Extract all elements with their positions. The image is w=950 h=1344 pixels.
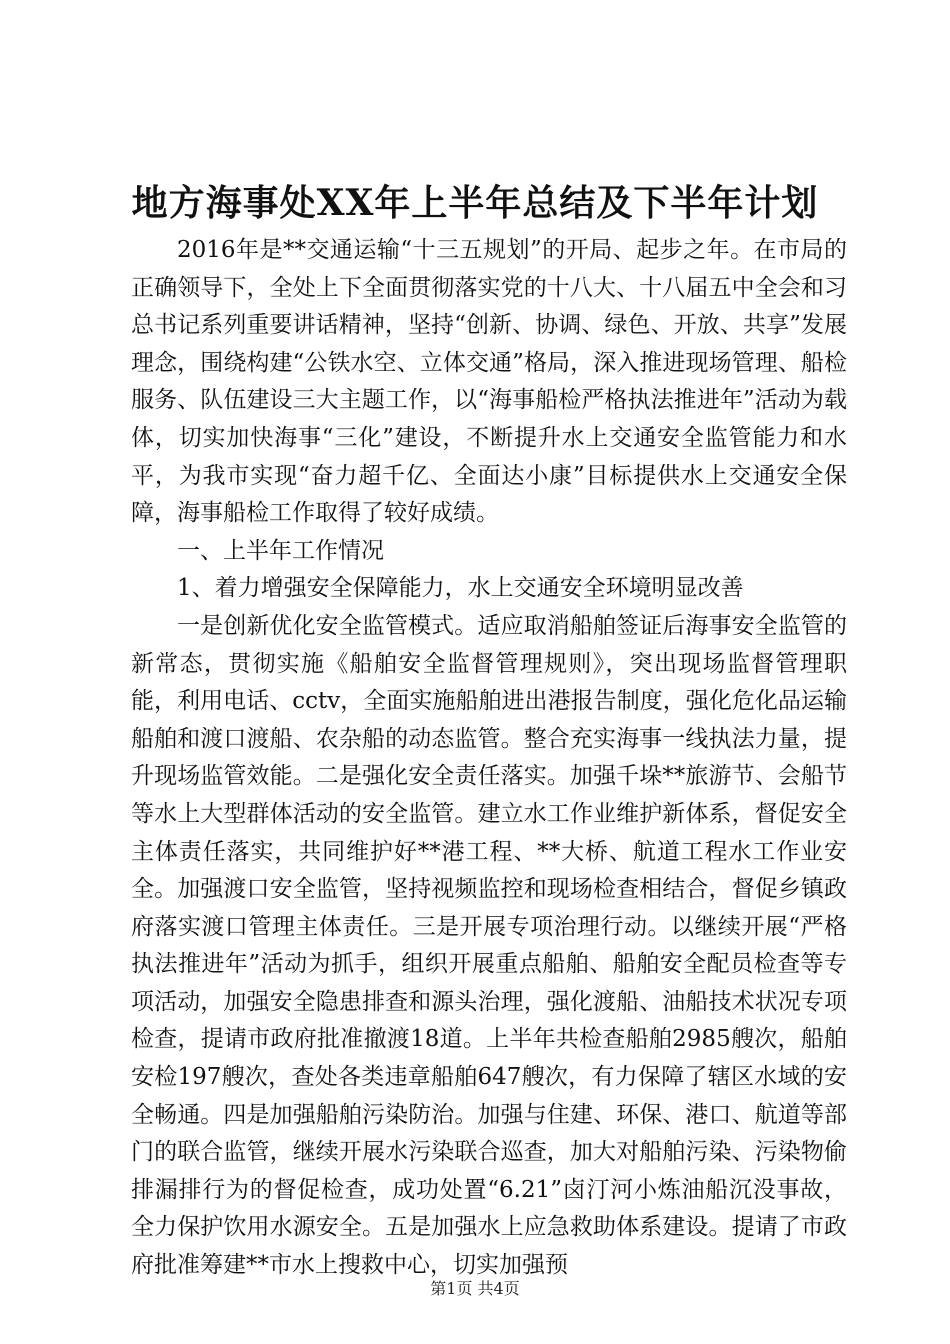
page-number-footer: 第1页 共4页 — [430, 1279, 520, 1298]
subsection-heading: 1、着力增强安全保障能力，水上交通安全环境明显改善 — [177, 575, 744, 602]
body-paragraph: 一是创新优化安全监管模式。适应取消船舶签证后海事安全监管的新常态，贯彻实施《船舶安全监督管理规则》，突出现场监督管理职能，利用电话、cctv，全面实施船舶进出港报告制度，强化危化品运输船舶和渡口渡船、农杂船的动态监管。整合充实海事一线执法力量，提升现场监管效能。二是强化安全责任落实。加强千垛**旅游节、会船节等水上大型群体活动的安全监管。建立水工作业维护新体系，督促安全主体责任落实，共同维护好**港工程、**大桥、航道工程水工作业安全。加强渡口安全监管，坚持视频监控和现场检查相结合，督促乡镇政府落实渡口管理主体责任。三是开展专项治理行动。以继续开展“严格执法推进年”活动为抓手，组织开展重点船舶、船舶安全配员检查等专项活动，加强安全隐患排查和源头治理，强化渡船、油船技术状况专项检查，提请市政府批准撤渡18道。上半年共检查船舶2985艘次，船舶安检197艘次，查处各类违章船舶647艘次，有力保障了辖区水域的安全畅通。四是加强船舶污染防治。加强与住建、环保、港口、航道等部门的联合监管，继续开展水污染联合巡查，加大对船舶污染、污染物偷排漏排行为的督促检查，成功处置“6.21”卤汀河小炼油船沉没事故，全力保护饮用水源安全。五是加强水上应急救助体系建设。提请了市政府批准筹建**市水上搜救中心，切实加强预 — [131, 612, 847, 1279]
section-heading: 一、上半年工作情况 — [177, 537, 384, 564]
document-body — [131, 232, 847, 1285]
intro-paragraph: 2016年是**交通运输“十三五规划”的开局、起步之年。在市局的正确领导下，全处上下全面贯彻落实党的十八大、十八届五中全会和习总书记系列重要讲话精神，坚持“创新、协调、绿色、开放、共享”发展理念，围绕构建“公铁水空、立体交通”格局，深入推进现场管理、船检服务、队伍建设三大主题工作，以“海事船检严格执法推进年”活动为载体，切实加快海事“三化”建设，不断提升水上交通安全监管能力和水平，为我市实现“奋力超千亿、全面达小康”目标提供水上交通安全保障，海事船检工作取得了较好成绩。 — [131, 237, 847, 527]
document-title: 地方海事处XX年上半年总结及下半年计划 — [131, 182, 819, 224]
